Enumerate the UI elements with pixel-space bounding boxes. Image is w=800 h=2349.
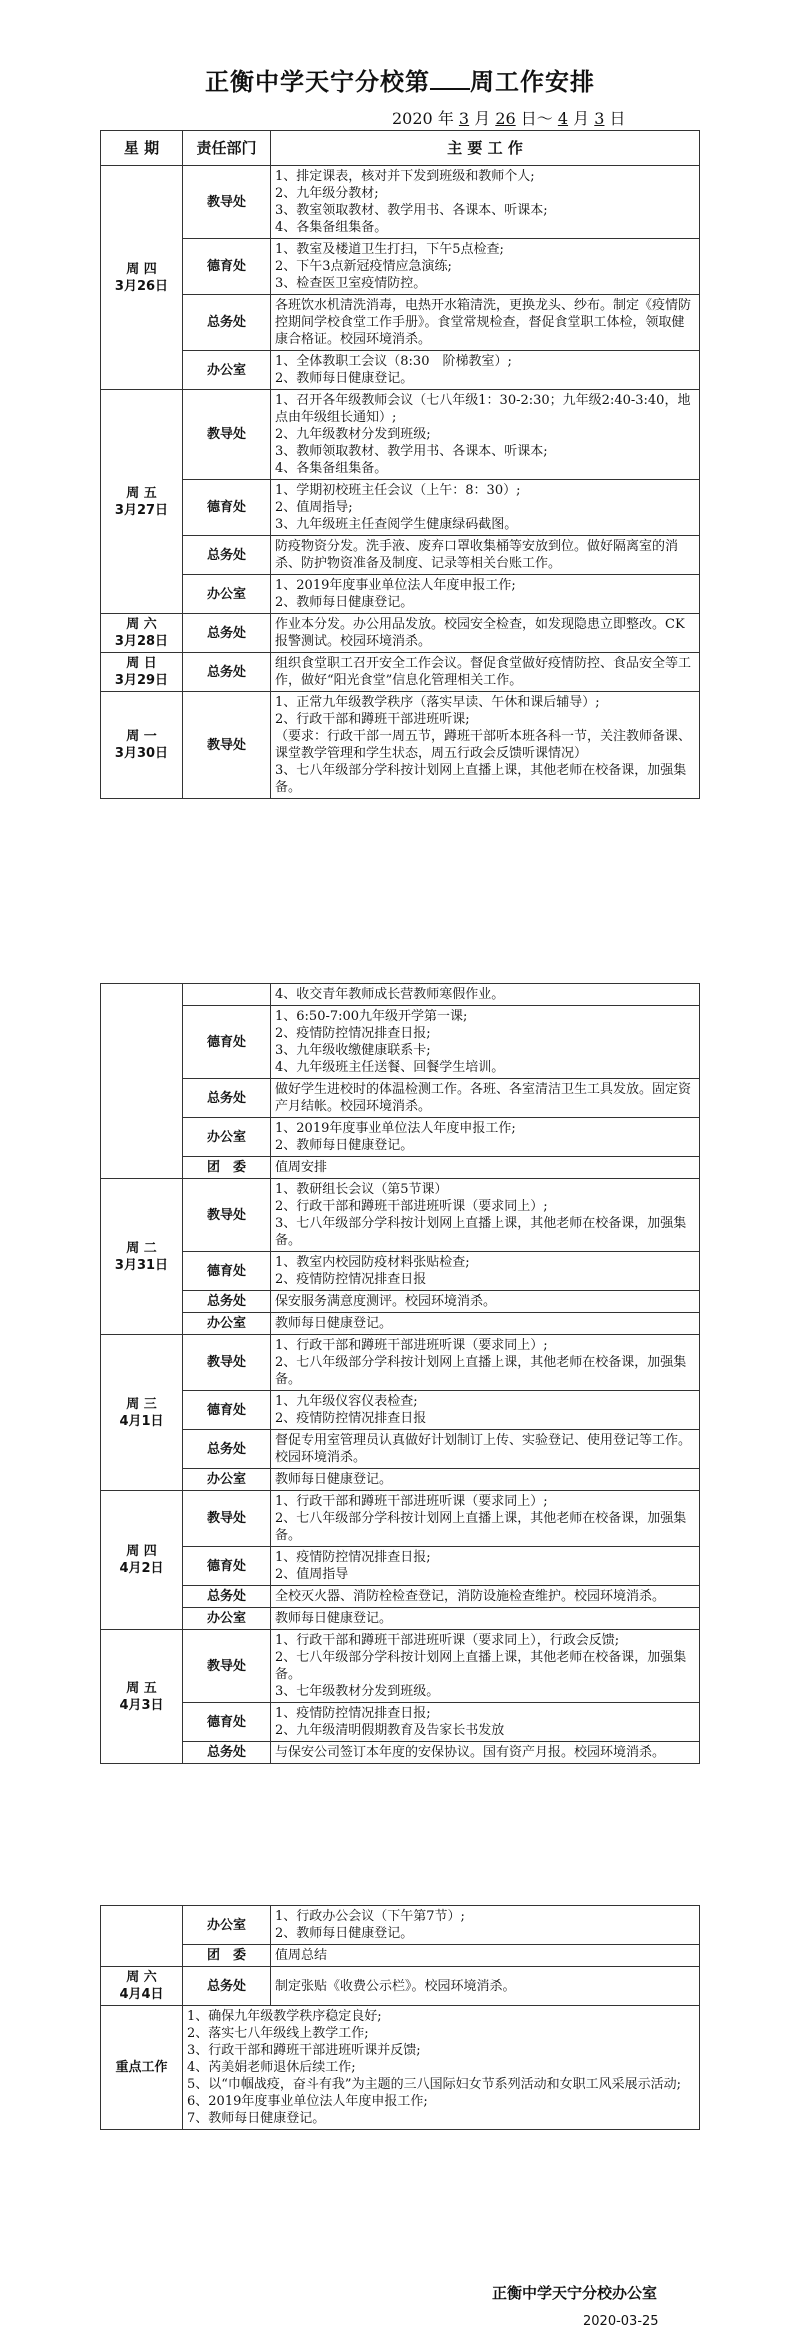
task-cell (271, 1430, 700, 1469)
table-row (101, 1006, 700, 1079)
task-line: 2、疫情防控情况排查日报 (275, 1272, 427, 1287)
page-title: 正衡中学天宁分校第 周工作安排 (205, 68, 595, 96)
table-row (101, 1906, 700, 1945)
dept-cell: 总务处 (183, 536, 271, 575)
task-line: 值周安排 (275, 1160, 328, 1175)
day-label-line: 3月31日 (114, 1257, 169, 1273)
dept-cell: 总务处 (183, 1079, 271, 1118)
table-row (101, 1608, 700, 1630)
task-line: 1、九年级仪容仪表检查; (275, 1394, 418, 1409)
task-line: 1、疫情防控情况排查日报; (275, 1706, 431, 1721)
day-label-line: 周 二 (126, 1240, 157, 1256)
table-row (101, 1547, 700, 1586)
task-line: 2、下午3点新冠疫情应急演练; (275, 259, 452, 274)
keywork-line: 1、确保九年级教学秩序稳定良好; (187, 2009, 382, 2024)
dept-cell: 德育处 (183, 239, 271, 295)
header-dept: 责任部门 (183, 131, 271, 166)
keywork-line: 4、芮美娟老师退休后续工作; (187, 2060, 356, 2075)
task-line: 各班饮水机清洗消毒，电热开水箱清洗，更换龙头、纱布。制定《疫情防控期间学校食堂工作手册》。食堂常规检查，督促食堂职工体检，领取健康合格证。校园环境消杀。 (275, 298, 692, 347)
task-cell (271, 692, 700, 799)
table-row (101, 653, 700, 692)
day-cell (101, 1967, 183, 2006)
day-label-line: 周 四 (126, 261, 157, 277)
day-label-line: 3月29日 (114, 673, 169, 688)
dept-cell: 办公室 (183, 1469, 271, 1491)
dept-cell: 办公室 (183, 1118, 271, 1157)
dept-cell: 办公室 (183, 1608, 271, 1630)
table-row (101, 1335, 700, 1391)
table-row (101, 536, 700, 575)
day-label-line: 周 六 (126, 1970, 157, 1985)
schedule-table-part2 (100, 983, 700, 1764)
table-row (101, 1703, 700, 1742)
table-row (101, 1469, 700, 1491)
table-row (101, 692, 700, 799)
task-cell (271, 351, 700, 390)
day-label-line: 3月28日 (114, 634, 169, 649)
task-line: 3、检查医卫室疫情防控。 (275, 276, 427, 291)
task-cell (271, 1291, 700, 1313)
day-cell (101, 653, 183, 692)
table-row (101, 390, 700, 480)
task-cell (271, 1252, 700, 1291)
task-line: 1、行政干部和蹲班干部进班听课（要求同上）; (275, 1494, 548, 1509)
keywork-row (101, 2006, 700, 2130)
day-label-line: 周 五 (126, 1680, 157, 1696)
task-line: 3、七八年级部分学科按计划网上直播上课，其他老师在校备课，加强集备。 (275, 763, 687, 795)
task-line: 2、行政干部和蹲班干部进班听课（要求同上）; (275, 1199, 548, 1214)
task-line: 保安服务满意度测评。校园环境消杀。 (275, 1294, 497, 1309)
task-cell (271, 1006, 700, 1079)
task-line: 2、值周指导; (275, 500, 353, 515)
task-line: 2、教师每日健康登记。 (275, 1926, 414, 1941)
dept-cell: 教导处 (183, 1335, 271, 1391)
task-cell (271, 575, 700, 614)
day-label-line: 4月2日 (119, 1561, 164, 1576)
task-line: 3、九年级收缴健康联系卡; (275, 1043, 431, 1058)
task-line: 1、2019年度事业单位法人年度申报工作; (275, 1121, 516, 1136)
task-cell (271, 1391, 700, 1430)
keywork-line: 3、行政干部和蹲班干部进班听课并反馈; (187, 2043, 421, 2058)
task-line: 教师每日健康登记。 (275, 1472, 393, 1487)
task-line: 4、各集备组集备。 (275, 461, 388, 476)
task-line: 2、七八年级部分学科按计划网上直播上课，其他老师在校备课，加强集备。 (275, 1355, 687, 1387)
keywork-content (183, 2006, 700, 2130)
dept-cell: 德育处 (183, 1703, 271, 1742)
task-cell (271, 295, 700, 351)
task-cell (271, 1945, 700, 1967)
task-cell (271, 1906, 700, 1945)
dept-cell: 总务处 (183, 1967, 271, 2006)
day-label-line: 周 三 (126, 1396, 157, 1412)
task-line: 2、教师每日健康登记。 (275, 371, 414, 386)
day-cell (101, 984, 183, 1179)
task-line: 值周总结 (275, 1948, 328, 1963)
day-cell (101, 390, 183, 614)
task-line: 2、行政干部和蹲班干部进班听课; (275, 712, 470, 727)
dept-cell: 总务处 (183, 1586, 271, 1608)
dept-cell: 办公室 (183, 1313, 271, 1335)
day-label-line: 3月30日 (114, 746, 169, 761)
task-cell (271, 653, 700, 692)
footer-date: 2020-03-25 (583, 2314, 659, 2329)
day-label-line: 4月1日 (119, 1413, 164, 1429)
table-row (101, 1079, 700, 1118)
task-line: 4、收交青年教师成长营教师寒假作业。 (275, 987, 505, 1002)
task-line: 4、各集备组集备。 (275, 220, 388, 235)
dept-cell: 德育处 (183, 1006, 271, 1079)
date-range: 2020 年 3 月 26 日～ 4 月 3 日 (392, 109, 626, 128)
task-line: 1、教室内校园防疫材料张贴检查; (275, 1255, 470, 1270)
dept-cell: 教导处 (183, 1630, 271, 1703)
task-line: 1、正常九年级教学秩序（落实早读、午休和课后辅导）; (275, 695, 600, 710)
task-line: 督促专用室管理员认真做好计划制订上传、实验登记、使用登记等工作。校园环境消杀。 (275, 1433, 692, 1465)
table-row (101, 1586, 700, 1608)
task-cell (271, 1547, 700, 1586)
day-cell (101, 614, 183, 653)
task-line: 3、九年级班主任查阅学生健康绿码截图。 (275, 517, 518, 532)
table-row (101, 575, 700, 614)
day-label-line: 周 一 (126, 729, 157, 744)
dept-cell: 办公室 (183, 351, 271, 390)
keywork-line: 5、以“巾帼战疫，奋斗有我”为主题的三八国际妇女节系列活动和女职工风采展示活动; (187, 2077, 681, 2092)
day-cell (101, 1335, 183, 1491)
day-label-line: 周 日 (126, 656, 157, 671)
task-line: 2、九年级清明假期教育及告家长书发放 (275, 1723, 505, 1738)
dept-cell: 总务处 (183, 295, 271, 351)
task-line: 组织食堂职工召开安全工作会议。督促食堂做好疫情防控、食品安全等工作，做好“阳光食堂”信息化管理相关工作。 (275, 656, 692, 688)
task-line: 全校灭火器、消防栓检查登记，消防设施检查维护。校园环境消杀。 (275, 1589, 666, 1604)
task-line: 2、疫情防控情况排查日报 (275, 1411, 427, 1426)
day-cell (101, 1906, 183, 1967)
dept-cell: 德育处 (183, 1252, 271, 1291)
day-cell (101, 692, 183, 799)
keywork-line: 6、2019年度事业单位法人年度申报工作; (187, 2094, 428, 2109)
task-cell (271, 1118, 700, 1157)
dept-cell: 总务处 (183, 653, 271, 692)
task-line: 与保安公司签订本年度的安保协议。国有资产月报。校园环境消杀。 (275, 1745, 666, 1760)
table-row (101, 1391, 700, 1430)
task-line: 2、教师每日健康登记。 (275, 1138, 414, 1153)
task-cell (271, 480, 700, 536)
task-line: 1、教研组长会议（第5节课） (275, 1182, 448, 1197)
header-day: 星 期 (101, 131, 183, 166)
dept-cell: 德育处 (183, 480, 271, 536)
table-row (101, 295, 700, 351)
week-number-blank (430, 88, 470, 90)
task-cell (271, 1469, 700, 1491)
table-row (101, 984, 700, 1006)
task-line: 3、七八年级部分学科按计划网上直播上课，其他老师在校备课，加强集备。 (275, 1216, 687, 1248)
day-cell (101, 1179, 183, 1335)
dept-cell: 总务处 (183, 614, 271, 653)
table-row (101, 1945, 700, 1967)
task-line: 1、排定课表，核对并下发到班级和教师个人; (275, 169, 535, 184)
day-label-line: 周 四 (126, 1544, 157, 1559)
table-row (101, 1967, 700, 2006)
day-label-line: 3月26日 (114, 278, 169, 294)
keywork-label: 重点工作 (101, 2006, 183, 2130)
task-line: 1、行政办公会议（下午第7节）; (275, 1909, 465, 1924)
task-line: 教师每日健康登记。 (275, 1611, 393, 1626)
task-cell (271, 1491, 700, 1547)
task-line: 3、七年级教材分发到班级。 (275, 1684, 440, 1699)
day-cell (101, 166, 183, 390)
dept-cell: 德育处 (183, 1391, 271, 1430)
table-row (101, 480, 700, 536)
task-cell (271, 1703, 700, 1742)
task-cell (271, 984, 700, 1006)
task-cell (271, 1335, 700, 1391)
keywork-line: 7、教师每日健康登记。 (187, 2111, 326, 2126)
table-row (101, 1291, 700, 1313)
task-line: 2、七八年级部分学科按计划网上直播上课，其他老师在校备课，加强集备。 (275, 1650, 687, 1682)
task-cell (271, 1157, 700, 1179)
task-line: 4、九年级班主任送餐、回餐学生培训。 (275, 1060, 505, 1075)
task-line: 1、2019年度事业单位法人年度申报工作; (275, 578, 516, 593)
day-cell (101, 1630, 183, 1764)
table-row (101, 1179, 700, 1252)
task-cell (271, 1608, 700, 1630)
task-line: 2、九年级教材分发到班级; (275, 427, 431, 442)
table-row (101, 614, 700, 653)
day-label-line: 4月3日 (119, 1697, 164, 1713)
task-line: 1、6:50-7:00九年级开学第一课; (275, 1009, 468, 1024)
footer-organization: 正衡中学天宁分校办公室 (492, 2284, 658, 2302)
dept-cell: 德育处 (183, 1547, 271, 1586)
task-line: 2、七八年级部分学科按计划网上直播上课，其他老师在校备课，加强集备。 (275, 1511, 687, 1543)
dept-cell: 教导处 (183, 692, 271, 799)
schedule-table-part3 (100, 1905, 700, 2130)
task-line: 制定张贴《收费公示栏》。校园环境消杀。 (275, 1978, 516, 1994)
day-label-line: 4月4日 (119, 1987, 164, 2002)
task-cell (271, 614, 700, 653)
task-cell (271, 166, 700, 239)
dept-cell: 办公室 (183, 575, 271, 614)
dept-cell: 总务处 (183, 1430, 271, 1469)
dept-cell: 办公室 (183, 1906, 271, 1945)
task-line: 1、行政干部和蹲班干部进班听课（要求同上），行政会反馈; (275, 1633, 620, 1648)
header-work: 主 要 工 作 (271, 131, 700, 166)
task-cell (271, 1313, 700, 1335)
table-row (101, 1630, 700, 1703)
dept-cell: 总务处 (183, 1291, 271, 1313)
task-cell (271, 536, 700, 575)
day-label-line: 周 五 (126, 485, 157, 501)
task-cell (271, 1079, 700, 1118)
table-row (101, 239, 700, 295)
dept-cell: 总务处 (183, 1742, 271, 1764)
task-line: 防疫物资分发。洗手液、废弃口罩收集桶等安放到位。做好隔离室的消杀、防护物资准备及制度、记录等相关台账工作。 (275, 539, 679, 571)
task-line: 3、教师领取教材、教学用书、各课本、听课本; (275, 444, 548, 459)
dept-cell: 团 委 (183, 1157, 271, 1179)
task-line: 2、九年级分教材; (275, 186, 379, 201)
dept-cell: 教导处 (183, 166, 271, 239)
table-row (101, 1157, 700, 1179)
task-cell (271, 1179, 700, 1252)
table-row (101, 1430, 700, 1469)
task-cell (271, 390, 700, 480)
task-line: 1、学期初校班主任会议（上午：8：30）; (275, 483, 521, 498)
task-cell (271, 1742, 700, 1764)
table-row (101, 1118, 700, 1157)
table-row (101, 1742, 700, 1764)
task-cell (271, 1967, 700, 2006)
task-cell (271, 1586, 700, 1608)
task-line: 1、召开各年级教师会议（七八年级1：30-2:30；九年级2:40-3:40，地点由年级组长通知）; (275, 393, 691, 425)
day-label-line: 3月27日 (114, 502, 169, 518)
task-line: 做好学生进校时的体温检测工作。各班、各室清洁卫生工具发放。固定资产月结帐。校园环境消杀。 (275, 1082, 692, 1114)
task-line: 1、疫情防控情况排查日报; (275, 1550, 431, 1565)
dept-cell: 教导处 (183, 1491, 271, 1547)
task-cell (271, 239, 700, 295)
task-line: （要求：行政干部一周五节，蹲班干部听本班各科一节，关注教师备课、课堂教学管理和学生状态，周五行政会反馈听课情况） (275, 729, 692, 761)
keywork-line: 2、落实七八年级线上教学工作; (187, 2026, 369, 2041)
schedule-table-part1 (100, 130, 700, 799)
dept-cell (183, 984, 271, 1006)
day-label-line: 周 六 (126, 617, 157, 632)
day-cell (101, 1491, 183, 1630)
task-cell (271, 1630, 700, 1703)
table-row (101, 166, 700, 239)
table-row (101, 1491, 700, 1547)
task-line: 2、值周指导 (275, 1567, 349, 1582)
task-line: 1、教室及楼道卫生打扫，下午5点检查; (275, 242, 504, 257)
task-line: 2、疫情防控情况排查日报; (275, 1026, 431, 1041)
task-line: 1、行政干部和蹲班干部进班听课（要求同上）; (275, 1338, 548, 1353)
dept-cell: 教导处 (183, 1179, 271, 1252)
table-row (101, 351, 700, 390)
dept-cell: 教导处 (183, 390, 271, 480)
table-row (101, 1252, 700, 1291)
task-line: 作业本分发。办公用品发放。校园安全检查，如发现隐患立即整改。CK报警测试。校园环境消杀。 (275, 617, 685, 649)
table-header-row (101, 131, 700, 166)
task-line: 教师每日健康登记。 (275, 1316, 393, 1331)
task-line: 1、全体教职工会议（8:30 阶梯教室）; (275, 354, 512, 369)
table-row (101, 1313, 700, 1335)
dept-cell: 团 委 (183, 1945, 271, 1967)
task-line: 3、教室领取教材、教学用书、各课本、听课本; (275, 203, 548, 218)
task-line: 2、教师每日健康登记。 (275, 595, 414, 610)
